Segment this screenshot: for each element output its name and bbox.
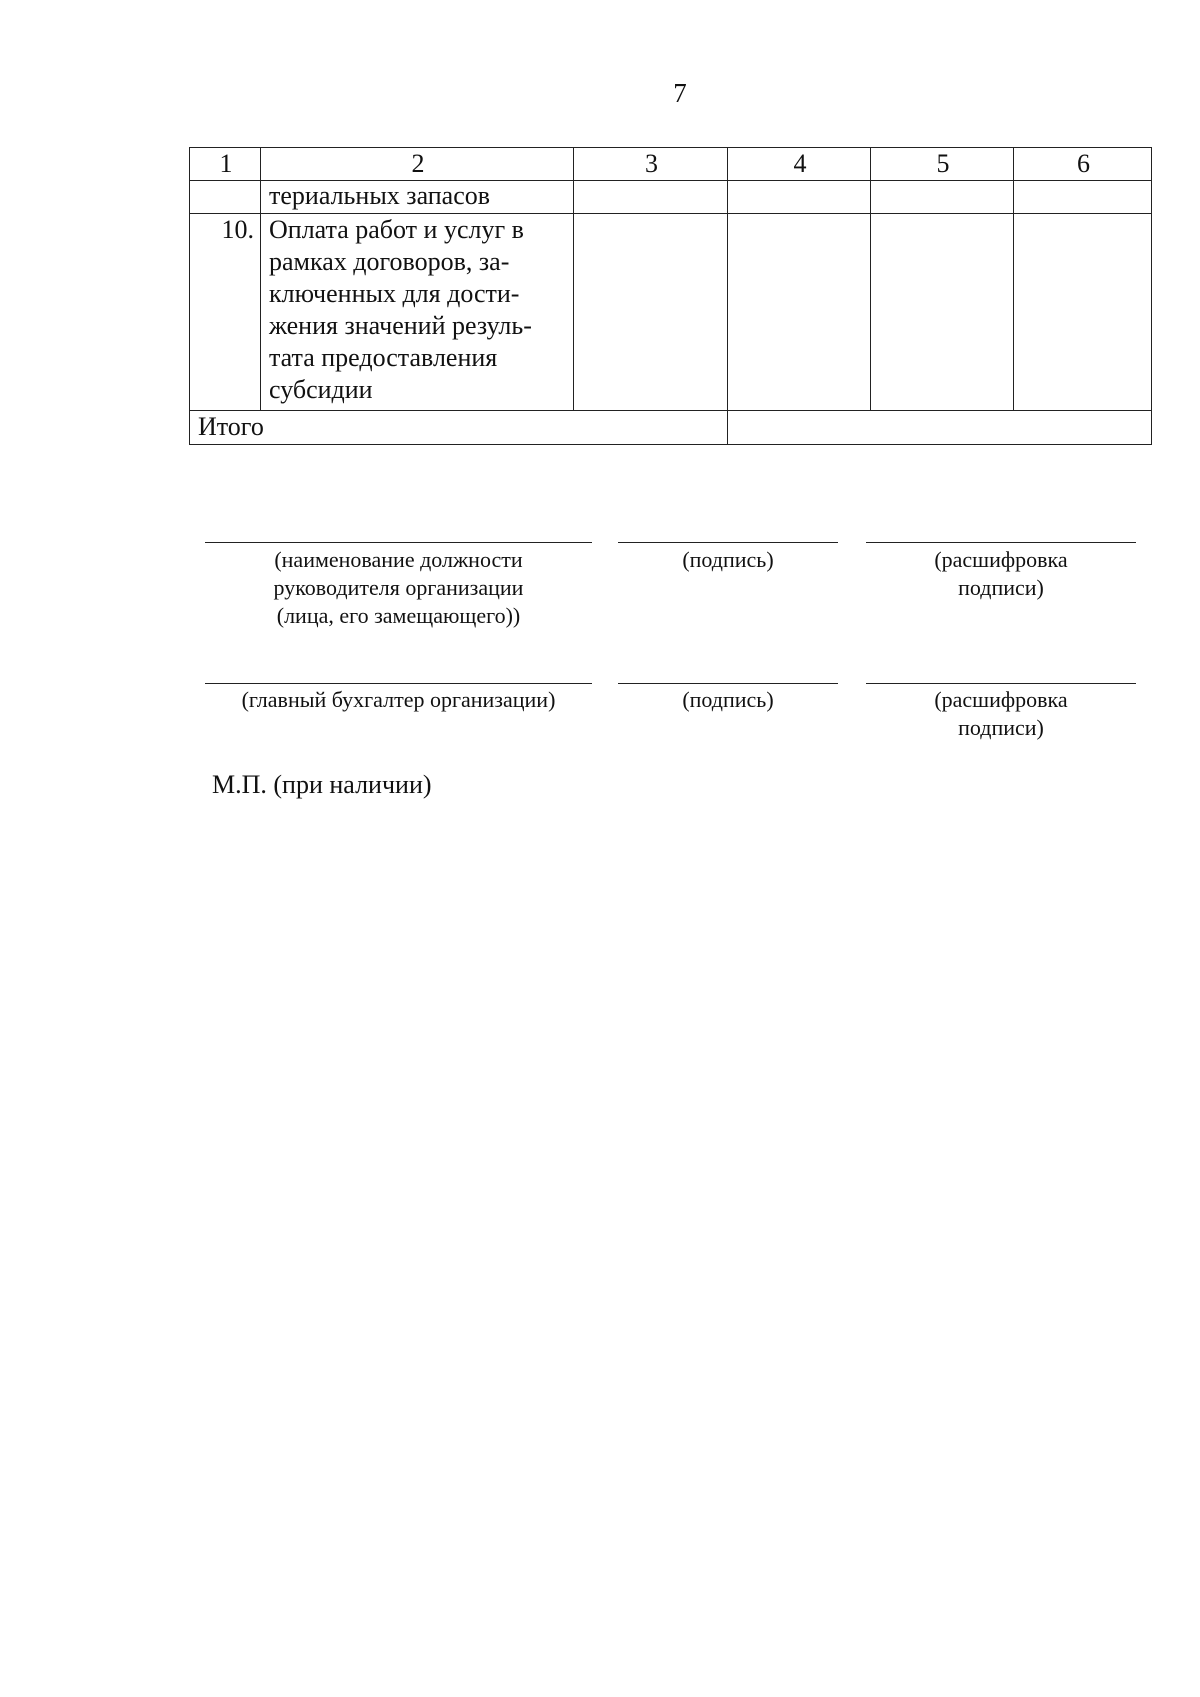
accountant-position-caption: (главный бухгалтер организации) — [241, 687, 556, 712]
row-10-number: 10. — [190, 214, 261, 411]
head-position-caption: (наименование должности руководителя организации (лица, его замещающего)) — [273, 547, 524, 628]
header-cell-2: 2 — [261, 148, 574, 181]
header-cell-4: 4 — [728, 148, 871, 181]
row-10-line-2: рамках договоров, за- — [269, 247, 510, 276]
page-number: 7 — [673, 78, 687, 108]
accountant-signature-line — [618, 683, 838, 684]
table-header-row — [190, 148, 1152, 181]
accountant-decoding-line — [866, 683, 1136, 684]
row-10-line-3: ключенных для дости- — [269, 279, 520, 308]
head-decoding-line — [866, 542, 1136, 543]
expenses-table — [189, 147, 1152, 445]
row-10-cell-3 — [574, 214, 728, 411]
row-10-description — [261, 214, 574, 411]
header-cell-1: 1 — [190, 148, 261, 181]
total-value-cell — [728, 411, 1152, 445]
stamp-placeholder: М.П. (при наличии) — [212, 770, 432, 799]
row-10-cell-5 — [871, 214, 1014, 411]
head-position-line — [205, 542, 592, 543]
head-signature-caption: (подпись) — [682, 547, 774, 572]
header-cell-5: 5 — [871, 148, 1014, 181]
head-signature-line — [618, 542, 838, 543]
row-10-cell-6 — [1014, 214, 1152, 411]
accountant-decoding-caption: (расшифровка подписи) — [934, 687, 1068, 740]
head-decoding-caption: (расшифровка подписи) — [934, 547, 1068, 600]
continuation-text-cell: териальных запасов — [261, 181, 574, 214]
header-cell-6: 6 — [1014, 148, 1152, 181]
continuation-cell-4 — [728, 181, 871, 214]
header-cell-3: 3 — [574, 148, 728, 181]
row-10-line-5: тата предоставления — [269, 343, 498, 372]
row-10-cell-4 — [728, 214, 871, 411]
continuation-cell-6 — [1014, 181, 1152, 214]
row-10-line-1: Оплата работ и услуг в — [269, 215, 524, 244]
continuation-cell-5 — [871, 181, 1014, 214]
table-row-total — [190, 411, 1152, 445]
table-row-10 — [190, 214, 1152, 411]
accountant-signature-caption: (подпись) — [682, 687, 774, 712]
continuation-number-cell — [190, 181, 261, 214]
continuation-cell-3 — [574, 181, 728, 214]
row-10-line-4: жения значений резуль- — [269, 311, 532, 340]
table-row-continuation — [190, 181, 1152, 214]
total-label-cell: Итого — [190, 411, 728, 445]
row-10-line-6: субсидии — [269, 375, 373, 404]
accountant-position-line — [205, 683, 592, 684]
